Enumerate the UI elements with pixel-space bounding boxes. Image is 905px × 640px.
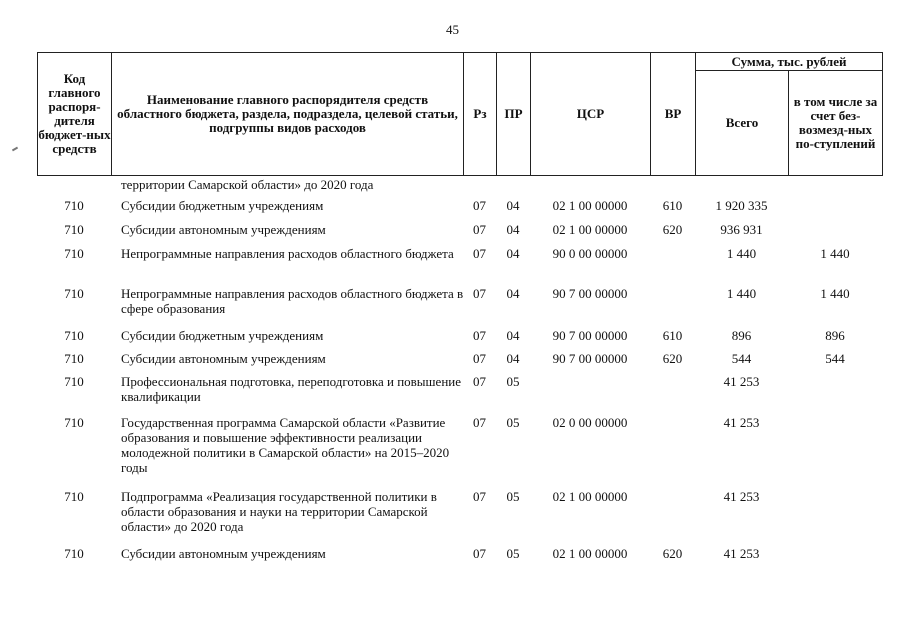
cell-pr: 04 [506,328,520,343]
cell-vtom: 1 440 [820,286,850,301]
table-row [37,415,883,489]
table-header [37,52,883,176]
cell-rz: 07 [473,286,486,301]
cell-pr: 05 [506,489,520,504]
header-csr: ЦСР [531,53,651,176]
header-summa: Сумма, тыс. рублей [696,53,883,71]
cell-vsego: 41 253 [723,489,760,504]
table-row [37,286,883,328]
cell-name: Непрограммные направления расходов областного бюджета [121,246,454,261]
cell-kod: 710 [64,222,84,237]
cell-kod: 710 [64,328,84,343]
cell-vr: 620 [662,222,683,237]
cell-vtom: 896 [825,328,845,343]
cell-name: Субсидии бюджетным учреждениям [121,198,324,213]
cell-rz: 07 [473,489,486,504]
cell-vsego: 896 [731,328,752,343]
cell-name: Субсидии автономным учреждениям [121,546,326,561]
cell-rz: 07 [473,198,486,213]
cell-name: Субсидии автономным учреждениям [121,222,326,237]
page-number: 45 [446,22,459,37]
scan-mark [12,147,18,152]
cell-csr: 02 1 00 00000 [552,198,628,213]
table-row [37,351,883,374]
cell-name: Субсидии автономным учреждениям [121,351,326,366]
cell-kod: 710 [64,246,84,261]
cell-vsego: 1 920 335 [715,198,768,213]
cell-vsego: 544 [731,351,752,366]
cell-name: Подпрограмма «Реализация государственной политики в области образования и науки на территории Самарской области» до 2020 года [121,489,437,534]
cell-vr: 610 [662,198,683,213]
cell-name: территории Самарской области» до 2020 года [121,177,374,192]
cell-rz: 07 [473,546,486,561]
cell-vsego: 41 253 [723,546,760,561]
cell-rz: 07 [473,246,486,261]
cell-pr: 05 [506,415,520,430]
cell-vtom: 1 440 [820,246,850,261]
table-body [37,177,883,568]
cell-pr: 04 [506,198,520,213]
cell-kod: 710 [64,489,84,504]
cell-pr: 05 [506,546,520,561]
cell-name: Непрограммные направления расходов областного бюджета в сфере образования [121,286,464,316]
cell-rz: 07 [473,374,486,389]
cell-name: Субсидии бюджетным учреждениям [121,328,324,343]
cell-rz: 07 [473,351,486,366]
cell-vr: 620 [662,351,683,366]
cell-vr: 610 [662,328,683,343]
cell-kod: 710 [64,415,84,430]
cell-pr: 04 [506,246,520,261]
table-row [37,328,883,351]
header-name: Наименование главного распорядителя средств областного бюджета, раздела, подраздела, целевой статьи, подгруппы видов расходов [112,53,464,176]
cell-csr: 90 7 00 00000 [552,328,628,343]
cell-kod: 710 [64,546,84,561]
table-row [37,222,883,246]
table-row [37,374,883,415]
cell-pr: 04 [506,286,520,301]
header-vtom: в том числе за счет без-возмезд-ных по-ступлений [789,71,883,176]
cell-csr: 90 0 00 00000 [552,246,628,261]
table-row [37,198,883,222]
cell-vtom: 544 [825,351,845,366]
cell-kod: 710 [64,198,84,213]
cell-kod: 710 [64,286,84,301]
header-vsego: Всего [696,71,789,176]
cell-csr: 02 1 00 00000 [552,222,628,237]
cell-name: Государственная программа Самарской области «Развитие образования и повышение эффективности реализации молодежной политики в Самарской области» на 2015–2020 годы [121,415,450,475]
cell-vsego: 1 440 [726,286,757,301]
cell-rz: 07 [473,415,486,430]
table-row [37,246,883,286]
cell-kod: 710 [64,374,84,389]
cell-pr: 04 [506,222,520,237]
cell-csr: 90 7 00 00000 [552,351,628,366]
cell-csr: 02 1 00 00000 [552,546,628,561]
header-rz: Рз [464,53,497,176]
header-vr: ВР [651,53,696,176]
cell-pr: 04 [506,351,520,366]
cell-pr: 05 [506,374,520,389]
cell-csr: 02 0 00 00000 [552,415,628,430]
cell-kod: 710 [64,351,84,366]
table-row [37,546,883,568]
cell-vsego: 1 440 [726,246,757,261]
cell-vr: 620 [662,546,683,561]
table-row [37,177,883,198]
cell-vsego: 41 253 [723,374,760,389]
cell-csr: 90 7 00 00000 [552,286,628,301]
table-row [37,489,883,546]
cell-rz: 07 [473,328,486,343]
cell-csr: 02 1 00 00000 [552,489,628,504]
cell-name: Профессиональная подготовка, переподготовка и повышение квалификации [121,374,462,404]
header-kod: Код главного распоря-дителя бюджет-ных средств [38,53,112,176]
header-pr: ПР [497,53,531,176]
cell-rz: 07 [473,222,486,237]
cell-vsego: 41 253 [723,415,760,430]
cell-vsego: 936 931 [720,222,763,237]
